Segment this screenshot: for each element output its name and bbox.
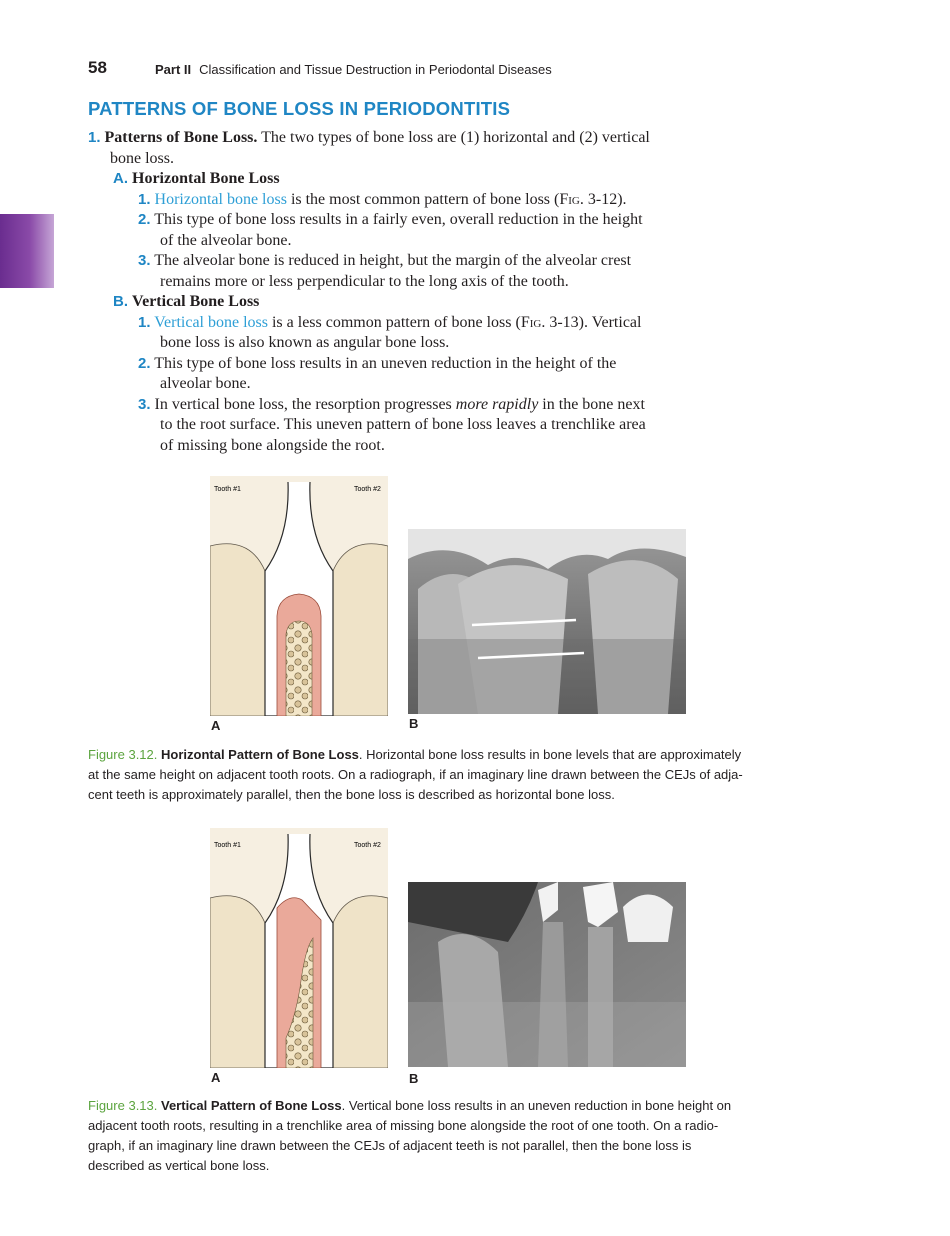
page-number: 58	[88, 58, 107, 77]
outline-item-1-line1: 1. Patterns of Bone Loss. The two types of bone loss are (1) horizontal and (2) vertical	[88, 129, 650, 146]
subsection-a-item-2-line2: of the alveolar bone.	[160, 231, 292, 249]
horizontal-bone-loss-diagram	[210, 476, 388, 716]
fig1-panel-a-label: A	[211, 718, 221, 733]
fig2-panel-b-label: B	[409, 1071, 419, 1086]
horizontal-radiograph-image	[408, 529, 686, 714]
fig2-tooth1-label: Tooth #1	[214, 842, 241, 849]
part-label: Part II	[155, 62, 192, 77]
subsection-b-item-3-line1: 3. In vertical bone loss, the resorption progresses more rapidly in the bone next	[138, 395, 645, 413]
outline-item-1-lead: Patterns of Bone Loss.	[104, 129, 258, 146]
chapter-side-tab	[0, 214, 54, 288]
outline-item-1-line2: bone loss.	[110, 149, 174, 167]
running-head	[155, 62, 552, 77]
subsection-b-item-2-line1: 2. This type of bone loss results in an uneven reduction in the height of the	[138, 354, 617, 372]
section-title: PATTERNS OF BONE LOSS IN PERIODONTITIS	[88, 98, 511, 119]
figure-3-13-caption: Figure 3.13. Vertical Pattern of Bone Loss. Vertical bone loss results in an uneven reduction in bone height on adjacent tooth roots, resulting in a trenchlike area of missing bone alongside the root of one tooth. On a radio- graph, if an imaginary line drawn between the CEJs of adjacent teeth is not parallel, then the bone loss is described as vertical bone loss.	[88, 1098, 732, 1173]
fig1-tooth2-label: Tooth #2	[354, 486, 381, 493]
figure-3-13-illustration	[210, 828, 388, 1068]
figure-3-12-illustration	[210, 476, 388, 716]
vertical-bone-loss-link[interactable]: Vertical bone loss	[154, 313, 268, 331]
subsection-a-item-3-line1: 3. The alveolar bone is reduced in height, but the margin of the alveolar crest	[138, 252, 632, 269]
fig2-panel-a-label: A	[211, 1070, 221, 1085]
figure-3-13-radiograph	[408, 882, 686, 1067]
fig1-tooth1-label: Tooth #1	[214, 486, 241, 493]
subsection-b-item-1-line1: 1. Vertical bone loss is a less common pattern of bone loss (Fig. 3-13). Vertical	[138, 313, 642, 331]
subsection-b-item-3-line2: to the root surface. This uneven pattern of bone loss leaves a trenchlike area	[160, 416, 646, 433]
subsection-a-item-3-line2: remains more or less perpendicular to the long axis of the tooth.	[160, 272, 569, 290]
horizontal-bone-loss-link[interactable]: Horizontal bone loss	[154, 190, 287, 208]
figure-3-12-radiograph	[408, 529, 686, 714]
vertical-radiograph-image	[408, 882, 686, 1067]
subsection-b-item-3-line3: of missing bone alongside the root.	[160, 436, 385, 454]
subsection-a-item-2-line1: 2. This type of bone loss results in a fairly even, overall reduction in the height	[138, 211, 643, 228]
fig2-tooth2-label: Tooth #2	[354, 842, 381, 849]
subsection-b-item-2-line2: alveolar bone.	[160, 375, 251, 392]
vertical-bone-loss-diagram	[210, 828, 388, 1068]
part-title: Classification and Tissue Destruction in Periodontal Diseases	[199, 62, 552, 77]
subsection-b-heading: B. Vertical Bone Loss	[113, 293, 260, 310]
subsection-a-heading: A. Horizontal Bone Loss	[113, 170, 280, 187]
subsection-b-item-1-line2: bone loss is also known as angular bone loss.	[160, 334, 450, 351]
figure-3-12-caption: Figure 3.12. Horizontal Pattern of Bone Loss. Horizontal bone loss results in bone levels that are approximately at the same height on adjacent tooth roots. On a radiograph, if an imaginary line drawn between the CEJs of adja- cent teeth is approximately parallel, then the bone loss is described as horizontal bone loss.	[88, 747, 743, 802]
fig1-panel-b-label: B	[409, 716, 419, 731]
subsection-a-item-1: 1. Horizontal bone loss is the most common pattern of bone loss (Fig. 3-12).	[138, 190, 627, 208]
